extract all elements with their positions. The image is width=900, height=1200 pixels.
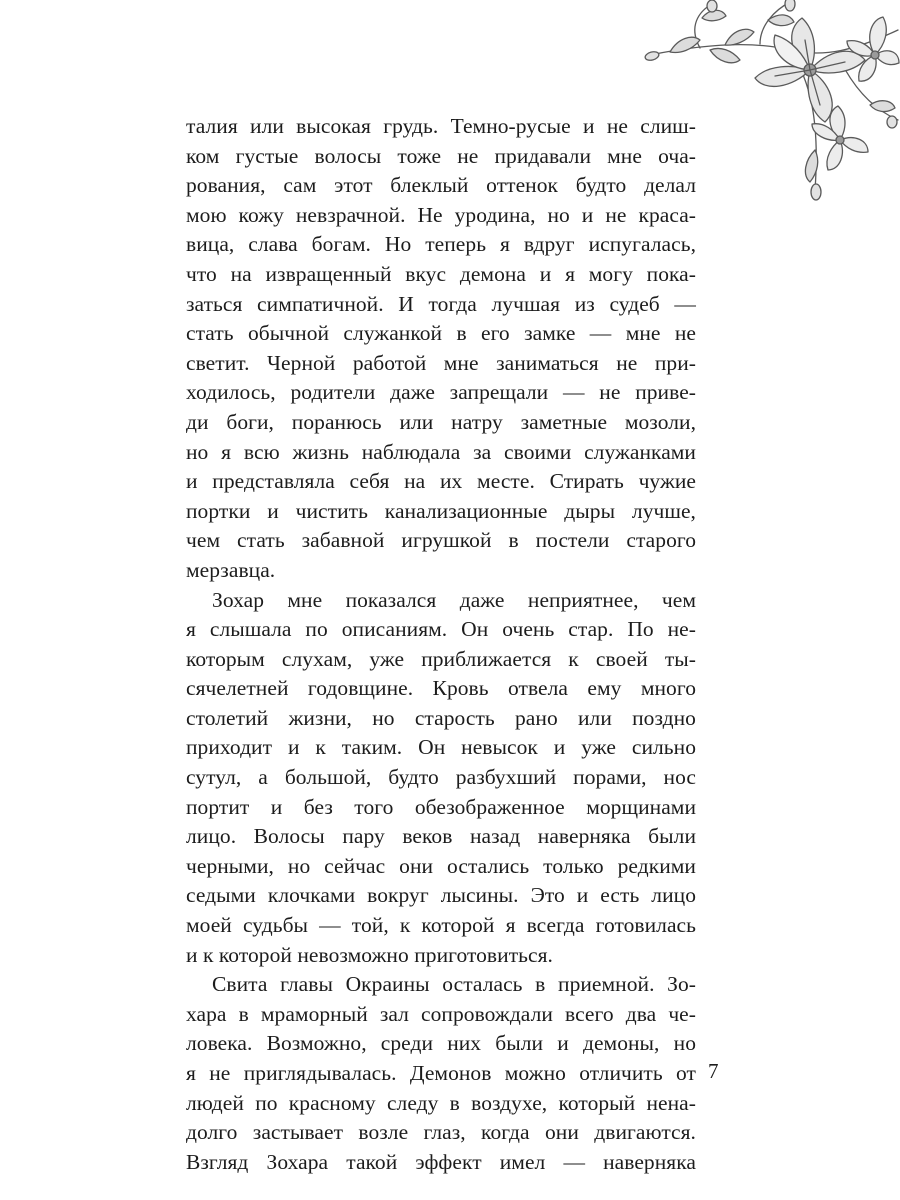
text-line: и представляла себя на их месте. Стирать чужие	[186, 469, 696, 494]
text-line: сячелетней годовщине. Кровь отвела ему много	[186, 676, 696, 701]
text-line: мою кожу невзрачной. Не уродина, но и не краса-	[186, 202, 696, 227]
text-line: ходилось, родители даже запрещали — не приве-	[186, 380, 696, 405]
text-line: седыми клочками вокруг лысины. Это и есть лицо	[186, 883, 696, 908]
text-line: приходит и к таким. Он невысок и уже сильно	[186, 735, 696, 760]
page-number: 7	[708, 1059, 719, 1083]
text-line: я не приглядывалась. Демонов можно отличить от	[186, 1061, 696, 1085]
text-line: чем стать забавной игрушкой в постели старого	[186, 528, 696, 553]
text-line: Взгляд Зохара такой эффект имел — наверняка	[186, 1149, 696, 1174]
text-line: и к которой невозможно приготовиться.	[186, 942, 553, 967]
text-line: ком густые волосы тоже не придавали мне оча-	[186, 143, 696, 168]
text-line: светит. Черной работой мне заниматься не при-	[186, 350, 696, 375]
text-line: ловека. Возможно, среди них были и демоны, но	[186, 1031, 696, 1056]
body-text	[186, 112, 696, 1177]
text-line: людей по красному следу в воздухе, который нена-	[186, 1090, 696, 1115]
text-line: портит и без того обезображенное морщинами	[186, 794, 696, 819]
text-line: ди боги, поранюсь или натру заметные мозоли,	[186, 409, 696, 434]
text-line: мерзавца.	[186, 557, 276, 582]
paragraph-first-line: Зохар мне показался даже неприятнее, чем	[212, 587, 696, 612]
text-line: портки и чистить канализационные дыры лучше,	[186, 498, 696, 523]
text-line: моей судьбы — той, к которой я всегда готовилась	[186, 913, 696, 938]
text-line: черными, но сейчас они остались только редкими	[186, 853, 696, 878]
text-line: вица, слава богам. Но теперь я вдруг испугалась,	[186, 232, 696, 257]
text-line: столетий жизни, но старость рано или поздно	[186, 705, 696, 730]
text-line: заться симпатичной. И тогда лучшая из судеб —	[186, 291, 696, 316]
paragraph-first-line: Свита главы Окраины осталась в приемной. Зо-	[212, 972, 696, 997]
text-line: сутул, а большой, будто разбухший порами, нос	[186, 765, 696, 790]
text-line: хара в мраморный зал сопровождали всего два че-	[186, 1001, 696, 1026]
text-line: талия или высокая грудь. Темно-русые и не слиш-	[186, 114, 696, 138]
text-line: лицо. Волосы пару веков назад наверняка были	[186, 824, 696, 849]
text-line: рования, сам этот блеклый оттенок будто делал	[186, 173, 696, 198]
text-line: стать обычной служанкой в его замке — мне не	[186, 321, 696, 346]
text-line: я слышала по описаниям. Он очень стар. По не-	[186, 617, 696, 642]
text-line: что на извращенный вкус демона и я могу пока-	[186, 261, 696, 286]
text-line: которым слухам, уже приближается к своей ты-	[186, 646, 696, 671]
text-line: долго застывает возле глаз, когда они двигаются.	[186, 1120, 696, 1145]
text-line: но я всю жизнь наблюдала за своими служанками	[186, 439, 696, 464]
